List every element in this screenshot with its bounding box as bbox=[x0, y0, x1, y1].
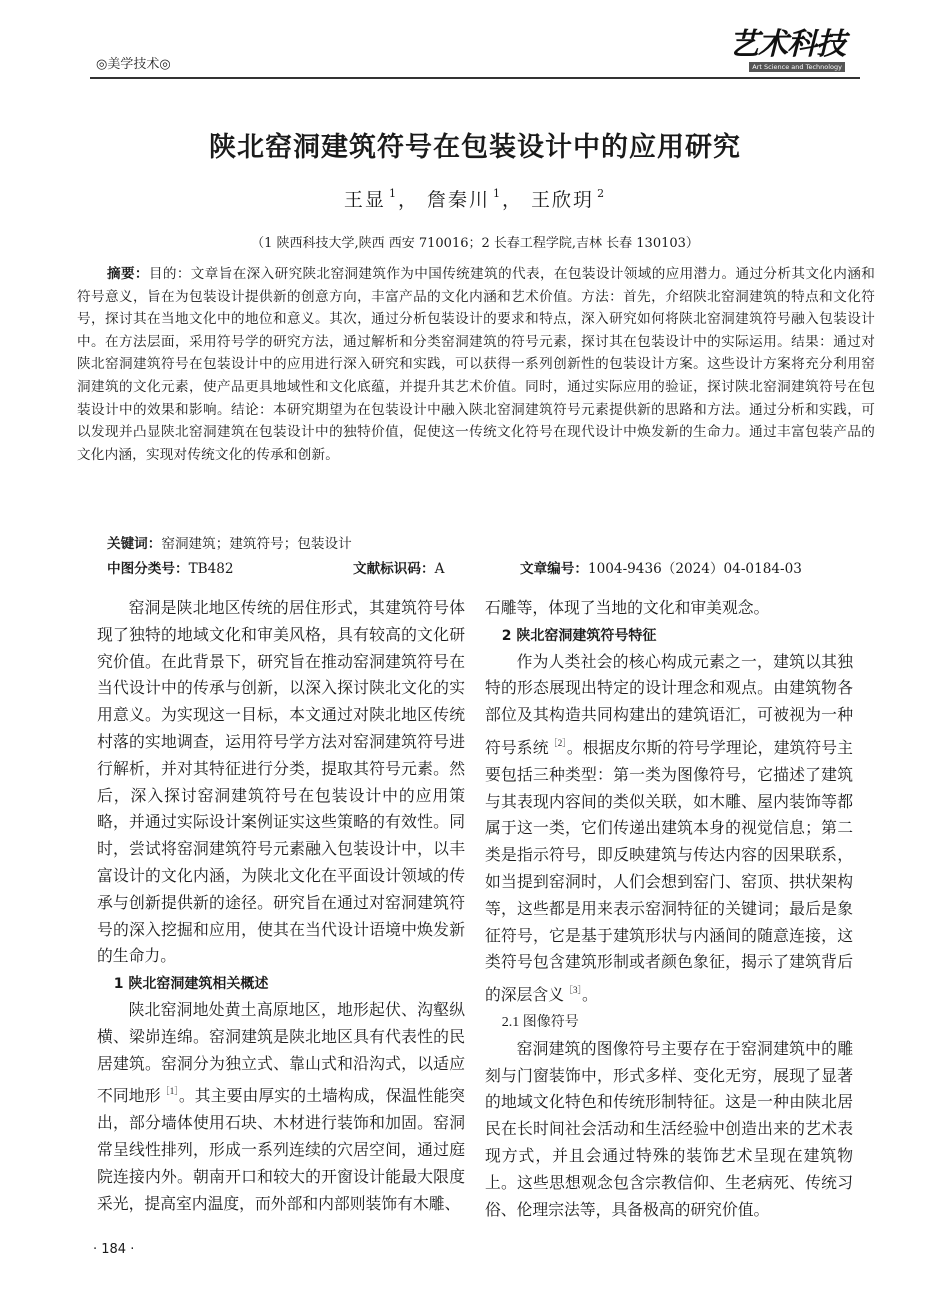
citation-3: ［3］ bbox=[564, 985, 583, 996]
section-tag: ◎美学技术◎ bbox=[96, 57, 171, 72]
keywords-text: 窑洞建筑；建筑符号；包装设计 bbox=[161, 536, 352, 552]
author-affiliation-mark: 2 bbox=[597, 187, 605, 200]
author-name: 王显 bbox=[343, 189, 386, 211]
journal-logo bbox=[729, 27, 845, 74]
author-affiliation-mark: 1 bbox=[388, 187, 396, 200]
section-1-continued: 石雕等，体现了当地的文化和审美观念。 bbox=[485, 600, 770, 617]
author-line: 王显 $^1$ ， 詹秦川 $^1$ ， 王欣玥 $^2$ bbox=[343, 187, 605, 211]
author-name: 王欣玥 bbox=[531, 189, 595, 211]
clc-label: 中图分类号： bbox=[107, 561, 189, 577]
section-2-1-heading: 2.1 图像符号 bbox=[501, 1014, 579, 1030]
header-rule bbox=[90, 77, 860, 79]
section-1-text: 陕北窑洞地处黄土高原地区，地形起伏、沟壑纵横、梁峁连绵。窑洞建筑是陕北地区具有代表性的民居建筑。窑洞分为独立式、靠山式和沿沟式，以适应不同地形 bbox=[97, 1001, 465, 1106]
section-1-heading: 1 陕北窑洞建筑相关概述 bbox=[113, 976, 269, 993]
keywords bbox=[107, 532, 352, 552]
journal-logo-en: Art Science and Technology bbox=[749, 62, 845, 72]
page-number: · 184 · bbox=[93, 1242, 135, 1257]
citation-1: ［1］ bbox=[160, 1086, 179, 1097]
abstract-text: 目的：文章旨在深入研究陕北窑洞建筑作为中国传统建筑的代表，在包装设计领域的应用潜力。通过分析其文化内涵和符号意义，旨在为包装设计提供新的创意方向，丰富产品的文化内涵和艺术价值。方法：首先，介绍陕北窑洞建筑的特点和文化符号，探讨其在当地文化中的地位和意义。其次，通过分析包装设计的要求和特点，深入研究如何将陕北窑洞建筑符号融入包装设计中。在方法层面，采用符号学的研究方法，通过解析和分类窑洞建筑的符号元素，探讨其在包装设计中的实际运用。结果：通过对陕北窑洞建筑符号在包装设计中的应用进行深入研究和实践，可以获得一系列创新性的包装设计方案。这些设计方案将充分利用窑洞建筑的文化元素，使产品更具地域性和文化底蕴，并提升其艺术价值。同时，通过实际应用的验证，探讨陕北窑洞建筑符号在包装设计中的效果和影响。结论：本研究期望为在包装设计中融入陕北窑洞建筑符号元素提供新的思路和方法。通过分析和实践，可以发现并凸显陕北窑洞建筑在包装设计中的独特价值，促使这一传统文化符号在现代设计中焕发新的生命力。通过丰富包装产品的文化内涵，实现对传统文化的传承和创新。 bbox=[77, 266, 875, 463]
paper-title: 陕北窑洞建筑符号在包装设计中的应用研究 bbox=[209, 132, 741, 163]
journal-logo-cn: 艺术科技 bbox=[729, 27, 845, 62]
section-1-paragraph bbox=[97, 998, 465, 1218]
section-1-text: 。其主要由厚实的土墙构成，保温性能突出，部分墙体使用石块、木材进行装饰和加固。窑洞常呈线性排列，形成一系列连续的穴居空间，通过庭院连接内外。朝南开口和较大的开窗设计能最大限度采光，提高室内温度，而外部和内部则装饰有木雕、 bbox=[97, 1088, 465, 1213]
article-number-label: 文章编号： bbox=[520, 561, 588, 577]
section-2-1-paragraph: 窑洞建筑的图像符号主要存在于窑洞建筑中的雕刻与门窗装饰中，形式多样、变化无穷，展现了显著的地域文化特色和传统形制特征。这是一种由陕北居民在长时间社会活动和生活经验中创造出来的艺术表现方式，并且会通过特殊的装饰艺术呈现在建筑物上。这些思想观念包含宗教信仰、生老病死、传统习俗、伦理宗法等，具备极高的研究价值。 bbox=[485, 1040, 853, 1219]
keywords-label: 关键词： bbox=[107, 536, 162, 552]
affiliations: （1 陕西科技大学,陕西 西安 710016；2 长春工程学院,吉林 长春 130103） bbox=[251, 236, 699, 251]
section-2-text: 。根据皮尔斯的符号学理论，建筑符号主要包括三种类型：第一类为图像符号，它描述了建筑与其表现内容间的类似关联，如木雕、屋内装饰等都属于这一类，它们传递出建筑本身的视觉信息；第二类是指示符号，即反映建筑与传达内容的因果联系，如当提到窑洞时，人们会想到窑门、窑顶、拱状架构等，这些都是用来表示窑洞特征的关键词；最后是象征符号，它是基于建筑形状与内涵间的随意连接，这类符号包含建筑形制或者颜色象征，揭示了建筑背后的深层含义 bbox=[485, 739, 853, 1005]
author-affiliation-mark: 1 bbox=[493, 187, 500, 200]
author-name: 詹秦川 bbox=[426, 189, 490, 211]
section-2-heading: 2 陕北窑洞建筑符号特征 bbox=[501, 627, 657, 644]
section-2-text: 。 bbox=[582, 987, 598, 1005]
clc-value: TB482 bbox=[188, 561, 234, 577]
section-2-text: 作为人类社会的核心构成元素之一，建筑以其独特的形态展现出特定的设计理念和观点。由建筑物各部位及其构造共同构建出的建筑语汇，可被视为一种符号系统 bbox=[485, 653, 853, 757]
article-number-value: 1004-9436（2024）04-0184-03 bbox=[587, 561, 802, 577]
doc-code-label: 文献标识码： bbox=[353, 561, 435, 577]
citation-2: ［2］ bbox=[548, 737, 567, 748]
abstract-label: 摘要： bbox=[107, 266, 149, 282]
doc-code-value: A bbox=[434, 561, 445, 577]
left-column bbox=[97, 596, 465, 1218]
section-2-paragraph bbox=[485, 650, 853, 1010]
intro-paragraph: 窑洞是陕北地区传统的居住形式，其建筑符号体现了独特的地域文化和审美风格，具有较高的文化研究价值。在此背景下，研究旨在推动窑洞建筑符号在当代设计中的传承与创新，以深入探讨陕北文化的实用意义。为实现这一目标，本文通过对陕北地区传统村落的实地调查，运用符号学方法对窑洞建筑符号进行解析，并对其特征进行分类，提取其符号元素。然后，深入探讨窑洞建筑符号在包装设计中的应用策略，并通过实际设计案例证实这些策略的有效性。同时，尝试将窑洞建筑符号元素融入包装设计中，以丰富设计的文化内涵，为陕北文化在平面设计领域的传承与创新提供新的途径。研究旨在通过对窑洞建筑符号的深入挖掘和应用，使其在当代设计语境中焕发新的生命力。 bbox=[97, 600, 465, 966]
abstract bbox=[77, 263, 875, 466]
right-column bbox=[485, 596, 853, 1224]
